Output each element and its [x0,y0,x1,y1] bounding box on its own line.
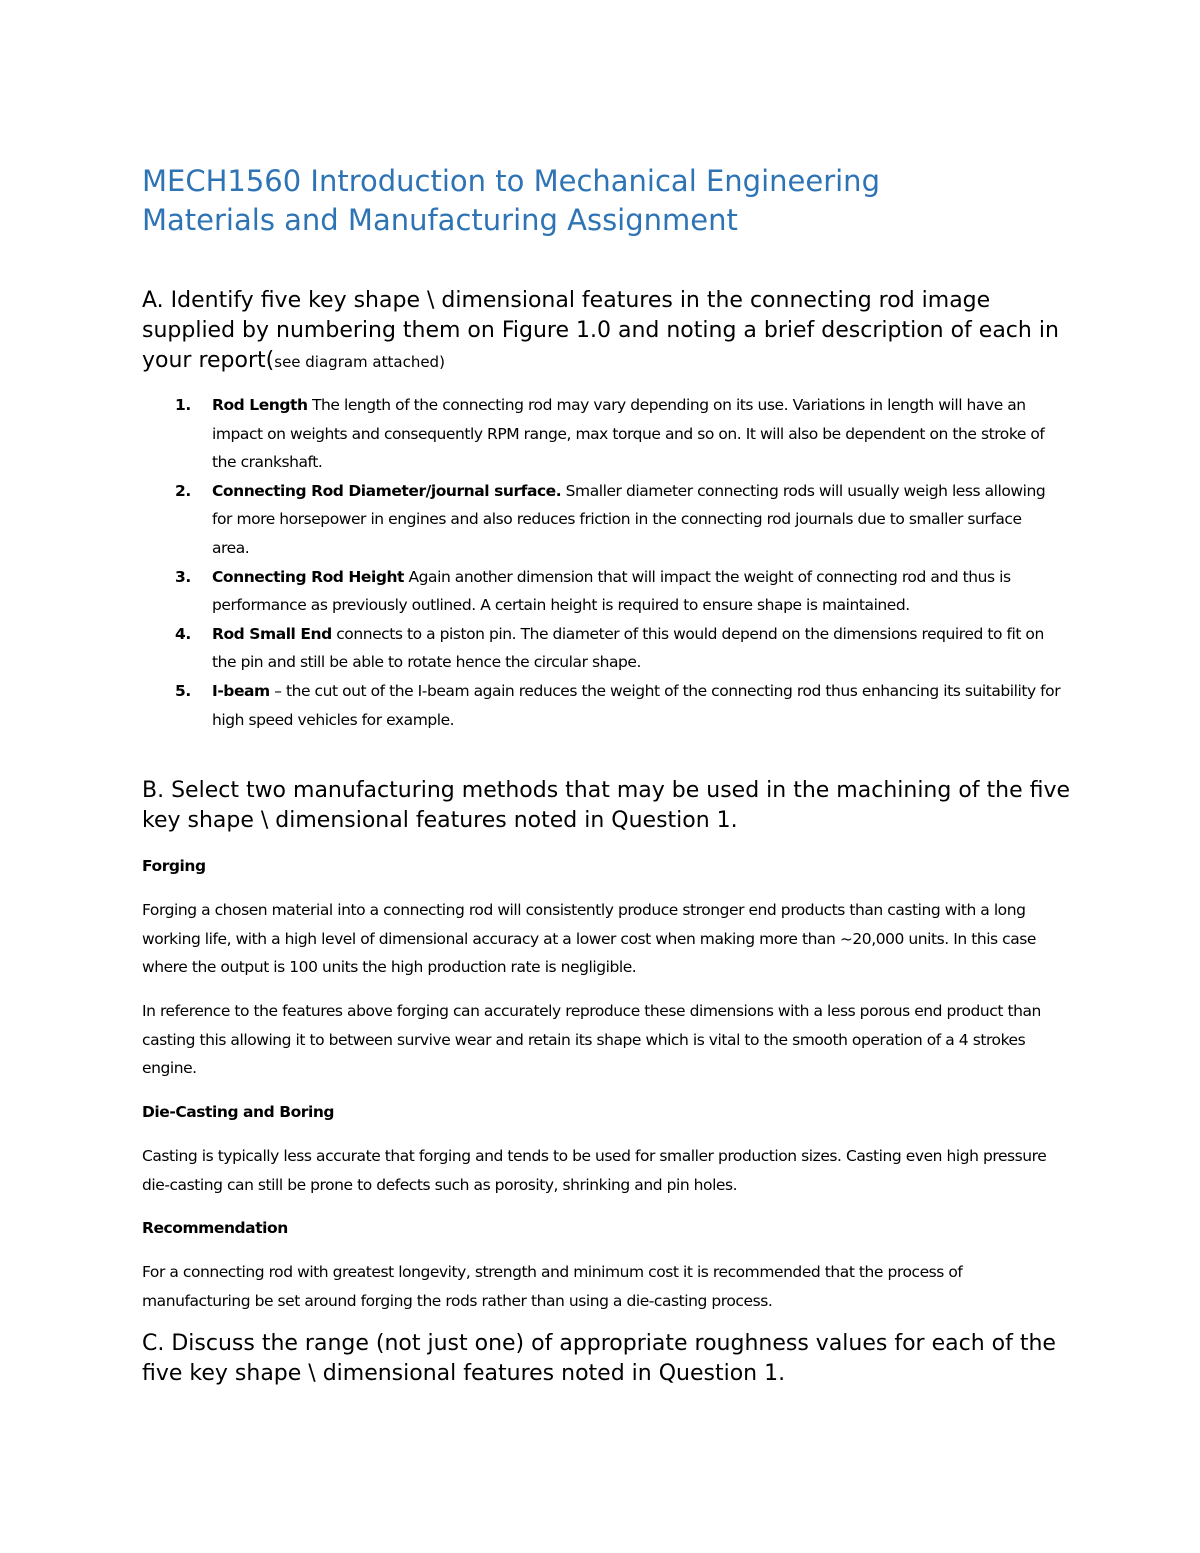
document-title [142,162,1102,240]
recommendation-subheading: Recommendation [142,1219,288,1237]
title-line-1: MECH1560 Introduction to Mechanical Engineering [142,164,880,198]
section-c-heading: C. Discuss the range (not just one) of appropriate roughness values for each of the five key shape \ dimensional features noted in Question 1. [142,1331,1056,1386]
list-item-term: I-beam [212,681,270,700]
list-item-number: 2. [175,481,191,500]
forging-subheading: Forging [142,857,206,875]
title-line-2: Materials and Manufacturing Assignment [142,203,738,237]
list-item-term: Rod Length [212,396,308,414]
list-item-term: Connecting Rod Height [212,567,405,586]
list-item-text: – the cut out of the I-beam again reduces the weight of the connecting rod thus enhancing its suitability for high speed vehicles for example. [212,681,1061,729]
list-item-text: Again another dimension that will impact the weight of connecting rod and thus is performance as previously outlined. A certain height is required to ensure shape is maintained. [212,567,1011,615]
list-item-number: 1. [175,396,191,414]
list-item-text: The length of the connecting rod may vary depending on its use. Variations in length will have an impact on weights and consequently RPM range, max torque and so on. It will also be dependent on the stroke of the crankshaft. [212,396,1045,472]
list-item [142,677,1062,734]
section-a-heading [142,286,1072,377]
list-item-text: connects to a piston pin. The diameter of this would depend on the dimensions required to fit on the pin and still be able to rotate hence the circular shape. [212,624,1044,672]
list-item-number: 3. [175,567,191,586]
features-list [142,391,1062,734]
list-item-text: Smaller diameter connecting rods will usually weigh less allowing for more horsepower in engines and also reduces friction in the connecting rod journals due to smaller surface area. [212,481,1046,557]
list-item [142,477,1062,563]
section-a-heading-text: A. Identify five key shape \ dimensional features in the connecting rod image supplied by numbering them on Figure 1.0 and noting a brief description of each in your report( [142,288,1059,373]
list-item-term: Connecting Rod Diameter/journal surface. [212,481,562,500]
forging-paragraph-2: In reference to the features above forging can accurately reproduce these dimensions with a less porous end product than casting this allowing it to between survive wear and retain its shape which is vital to the smooth operation of a 4 strokes engine. [142,1002,1041,1078]
list-item [142,563,1062,620]
section-a-heading-note: see diagram attached) [274,353,445,371]
die-casting-paragraph: Casting is typically less accurate that forging and tends to be used for smaller production sizes. Casting even high pressure die-casting can still be prone to defects such as porosity, shrinking and pin holes. [142,1147,1047,1194]
list-item-number: 5. [175,681,191,700]
list-item-number: 4. [175,624,191,643]
forging-paragraph-1: Forging a chosen material into a connecting rod will consistently produce stronger end products than casting with a long working life, with a high level of dimensional accuracy at a lower cost when making more than ~20,000 units. In this case where the output is 100 units the high production rate is negligible. [142,901,1036,977]
die-casting-subheading: Die-Casting and Boring [142,1103,335,1121]
list-item-term: Rod Small End [212,624,332,643]
list-item [142,620,1062,677]
list-item [142,391,1062,477]
recommendation-paragraph: For a connecting rod with greatest longevity, strength and minimum cost it is recommended that the process of manufacturing be set around forging the rods rather than using a die-casting process. [142,1263,963,1310]
section-b-heading: B. Select two manufacturing methods that may be used in the machining of the five key shape \ dimensional features noted in Question 1. [142,778,1071,833]
